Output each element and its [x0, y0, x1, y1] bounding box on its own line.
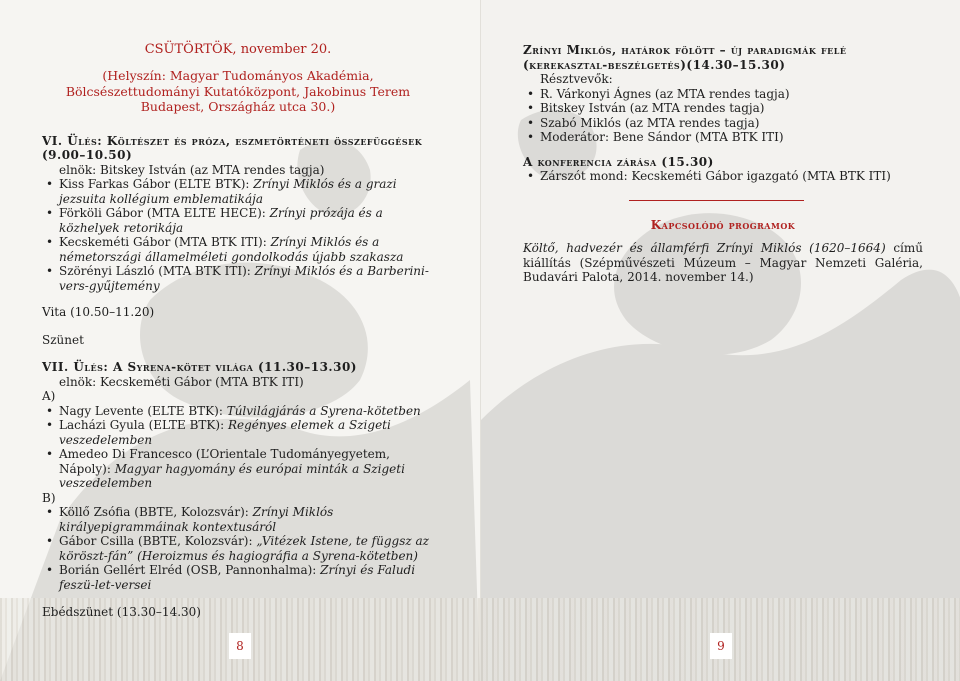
group-a-talks [42, 404, 434, 491]
list-item: • Kiss Farkas Gábor (ELTE BTK): Zrínyi Miklós és a grazi jezsuita kollégium emblematikája [42, 177, 434, 206]
venue-info: (Helyszín: Magyar Tudományos Akadémia, Bölcsészettudományi Kutatóközpont, Jakobinus Terem Budapest, Országház utca 30.) [65, 68, 411, 114]
list-item: • Szörényi László (MTA BTK ITI): Zrínyi Miklós és a Barberini-vers-gyűjtemény [42, 264, 434, 293]
group-b-label: B) [42, 490, 56, 505]
related-programs [523, 218, 923, 285]
closing [523, 155, 923, 184]
lunch-break: Ebédszünet (13.30–14.30) [42, 605, 201, 619]
exhibition-description: Költő, hadvezér és államférfi Zrínyi Miklós (1620–1664) című kiállítás (Szépművészeti Múzeum – Magyar Nemzeti Galéria, Budavári Palota, 2014. november 14.) [523, 241, 923, 284]
right-page-content [523, 43, 923, 285]
participants-list [523, 87, 923, 145]
roundtable [523, 43, 923, 145]
list-item: • Nagy Levente (ELTE BTK): Túlvilágjárás a Syrena-kötetben [42, 404, 434, 419]
left-page-content [42, 42, 434, 620]
list-item: • Förköli Gábor (MTA ELTE HECE): Zrínyi prózája és a közhelyek retorikája [42, 206, 434, 235]
list-item: • Köllő Zsófia (BBTE, Kolozsvár): Zrínyi Miklós királyepigrammáinak kontextusáról [42, 505, 434, 534]
page-number: 9 [710, 633, 732, 659]
group-b-talks [42, 505, 434, 592]
list-item: • Borián Gellért Elréd (OSB, Pannonhalma): Zrínyi és Faludi feszü-let-versei [42, 563, 434, 592]
divider [629, 200, 804, 201]
list-item: • R. Várkonyi Ágnes (az MTA rendes tagja) [523, 87, 923, 102]
roundtable-title: Zrínyi Miklós, határok fölött – új paradigmák felé (kerekasztal-beszélgetés)(14.30–15.30) [523, 43, 847, 72]
session-6-title: VI. Ülés: Költészet és próza, eszmetörténeti összefüggések [42, 133, 423, 148]
list-item: • Zárszót mond: Kecskeméti Gábor igazgató (MTA BTK ITI) [523, 169, 923, 184]
list-item: • Szabó Miklós (az MTA rendes tagja) [523, 116, 923, 131]
list-item: • Gábor Csilla (BBTE, Kolozsvár): „Vitézek Istene, te függsz az köröszt-fán” (Heroizmus és hagiográfia a Syrena-kötetben) [42, 534, 434, 563]
participants-label: Résztvevők: [540, 72, 613, 86]
session-6-talks [42, 177, 434, 293]
session-7 [42, 360, 434, 620]
break-label: Szünet [42, 332, 84, 347]
list-item: • Bitskey István (az MTA rendes tagja) [523, 101, 923, 116]
list-item: • Moderátor: Bene Sándor (MTA BTK ITI) [523, 130, 923, 145]
session-7-chair: elnök: Kecskeméti Gábor (MTA BTK ITI) [59, 374, 304, 389]
list-item: • Amedeo Di Francesco (L’Orientale Tudományegyetem, Nápoly): Magyar hagyomány és európai minták a Szigeti veszedelemben [42, 447, 434, 491]
list-item: • Kecskeméti Gábor (MTA BTK ITI): Zrínyi Miklós és a németországi államelméleti gondolkodás újabb szakasza [42, 235, 434, 264]
session-6-time: (9.00–10.50) [42, 148, 133, 162]
day-heading: CSÜTÖRTÖK, november 20. [144, 42, 332, 57]
group-a-label: A) [42, 389, 56, 403]
session-7-title: VII. Ülés: A Syrena-kötet világa (11.30–13.30) [42, 360, 357, 374]
session-6-chair: elnök: Bitskey István (az MTA rendes tagja) [59, 162, 325, 177]
page-number: 8 [229, 633, 251, 659]
discussion-time: Vita (10.50–11.20) [42, 305, 155, 319]
list-item: • Lacházi Gyula (ELTE BTK): Regényes elemek a Szigeti veszedelemben [42, 418, 434, 447]
closing-list [523, 169, 923, 184]
right-page [480, 0, 960, 681]
closing-title: A konferencia zárása (15.30) [523, 154, 714, 169]
session-6 [42, 134, 434, 348]
related-programs-title: Kapcsolódó programok [650, 217, 796, 232]
